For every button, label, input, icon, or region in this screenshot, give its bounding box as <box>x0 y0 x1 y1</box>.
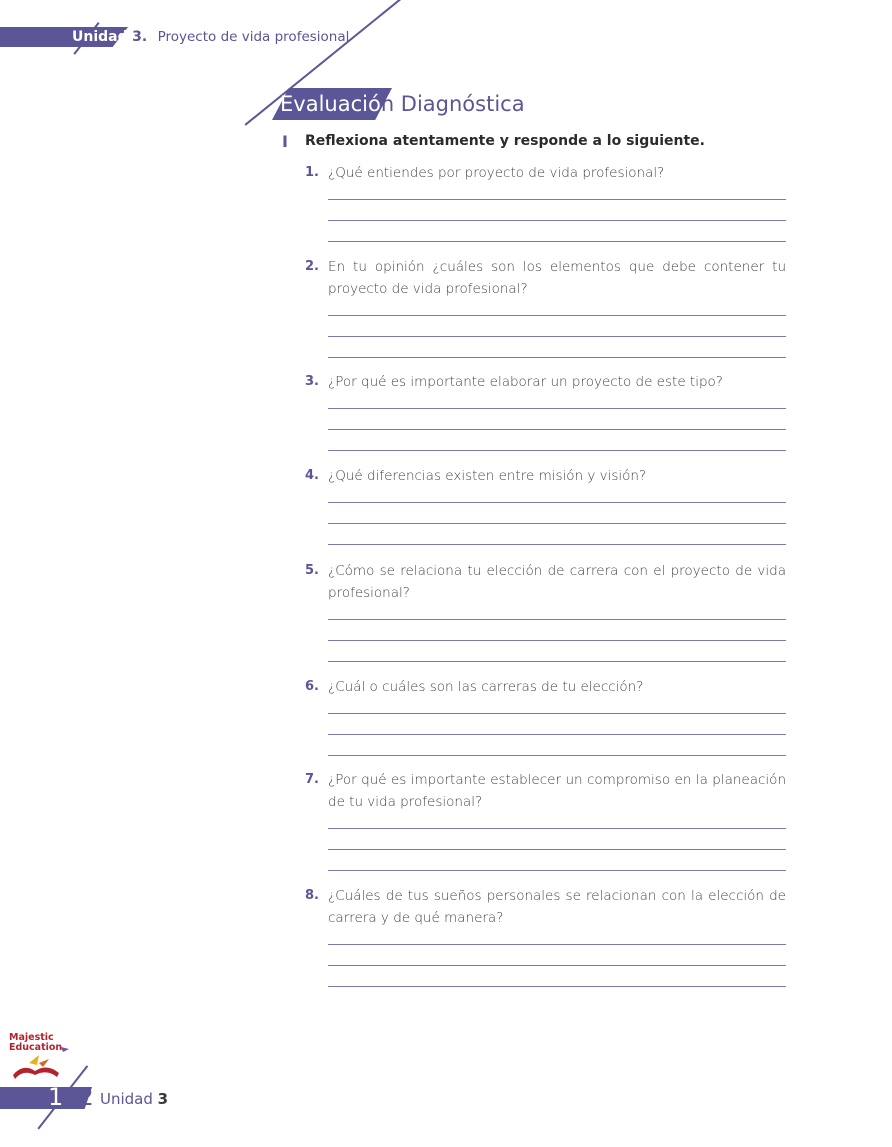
instruction-text: Reflexiona atentamente y responde a lo siguiente. <box>305 133 705 149</box>
question-text: ¿Por qué es importante establecer un compromiso en la planeación de tu vida profesional? <box>328 772 786 810</box>
question-number: 8. <box>305 888 319 903</box>
footer-unit-number: 3 <box>157 1090 169 1108</box>
question-1 <box>305 162 786 242</box>
answer-line-3[interactable] <box>328 450 786 451</box>
question-3 <box>305 371 786 451</box>
question-5 <box>305 560 786 662</box>
answer-line-3[interactable] <box>328 661 786 662</box>
question-number: 3. <box>305 374 319 389</box>
answer-line-1[interactable] <box>328 199 786 200</box>
answer-line-2[interactable] <box>328 849 786 850</box>
book-icon <box>9 1033 79 1081</box>
section-title-part1: Evaluació <box>280 92 381 116</box>
question-text: ¿Qué entiendes por proyecto de vida profesional? <box>328 165 665 181</box>
header-unit-label: Unidad <box>72 29 128 45</box>
answer-line-3[interactable] <box>328 241 786 242</box>
publisher-logo <box>9 1033 79 1081</box>
header-title: Proyecto de vida profesional <box>157 29 350 45</box>
question-text: ¿Qué diferencias existen entre misión y visión? <box>328 468 647 484</box>
answer-line-1[interactable] <box>328 619 786 620</box>
page-number <box>48 1083 94 1111</box>
answer-line-2[interactable] <box>328 429 786 430</box>
question-text: ¿Por qué es importante elaborar un proyecto de este tipo? <box>328 374 723 390</box>
answer-line-1[interactable] <box>328 408 786 409</box>
answer-line-1[interactable] <box>328 828 786 829</box>
question-number: 1. <box>305 165 319 180</box>
answer-line-3[interactable] <box>328 870 786 871</box>
answer-line-2[interactable] <box>328 640 786 641</box>
question-text: ¿Cuál o cuáles son las carreras de tu elección? <box>328 679 644 695</box>
header-unit-number: 3. <box>132 29 148 45</box>
section-title <box>280 92 525 116</box>
question-4 <box>305 465 786 545</box>
question-number: 7. <box>305 772 319 787</box>
logo-line-2: Education <box>9 1042 63 1053</box>
question-8 <box>305 885 786 987</box>
page-number-part2: 12 <box>63 1083 94 1111</box>
answer-line-3[interactable] <box>328 986 786 987</box>
question-text: ¿Cuáles de tus sueños personales se relacionan con la elección de carrera y de qué manera? <box>328 888 786 926</box>
answer-line-2[interactable] <box>328 523 786 524</box>
answer-line-1[interactable] <box>328 713 786 714</box>
question-text: En tu opinión ¿cuáles son los elementos que debe contener tu proyecto de vida profesional? <box>328 259 786 297</box>
answer-line-3[interactable] <box>328 544 786 545</box>
question-6 <box>305 676 786 756</box>
answer-line-2[interactable] <box>328 734 786 735</box>
question-7 <box>305 769 786 871</box>
answer-line-2[interactable] <box>328 220 786 221</box>
page-number-part1: 1 <box>48 1083 64 1111</box>
section-title-part2: n Diagnóstica <box>380 92 525 116</box>
footer-unit <box>100 1090 168 1108</box>
question-number: 2. <box>305 259 319 274</box>
answer-line-1[interactable] <box>328 502 786 503</box>
question-number: 5. <box>305 563 319 578</box>
answer-line-1[interactable] <box>328 315 786 316</box>
answer-line-3[interactable] <box>328 357 786 358</box>
answer-line-3[interactable] <box>328 755 786 756</box>
footer-unit-label: Unidad <box>100 1090 153 1108</box>
answer-line-1[interactable] <box>328 944 786 945</box>
answer-line-2[interactable] <box>328 336 786 337</box>
logo-line-1: Majestic <box>9 1032 54 1043</box>
instruction-number: I <box>282 132 288 151</box>
answer-line-2[interactable] <box>328 965 786 966</box>
question-text: ¿Cómo se relaciona tu elección de carrera con el proyecto de vida profesional? <box>328 563 786 601</box>
question-number: 6. <box>305 679 319 694</box>
question-number: 4. <box>305 468 319 483</box>
running-header <box>72 29 349 45</box>
question-2 <box>305 256 786 358</box>
